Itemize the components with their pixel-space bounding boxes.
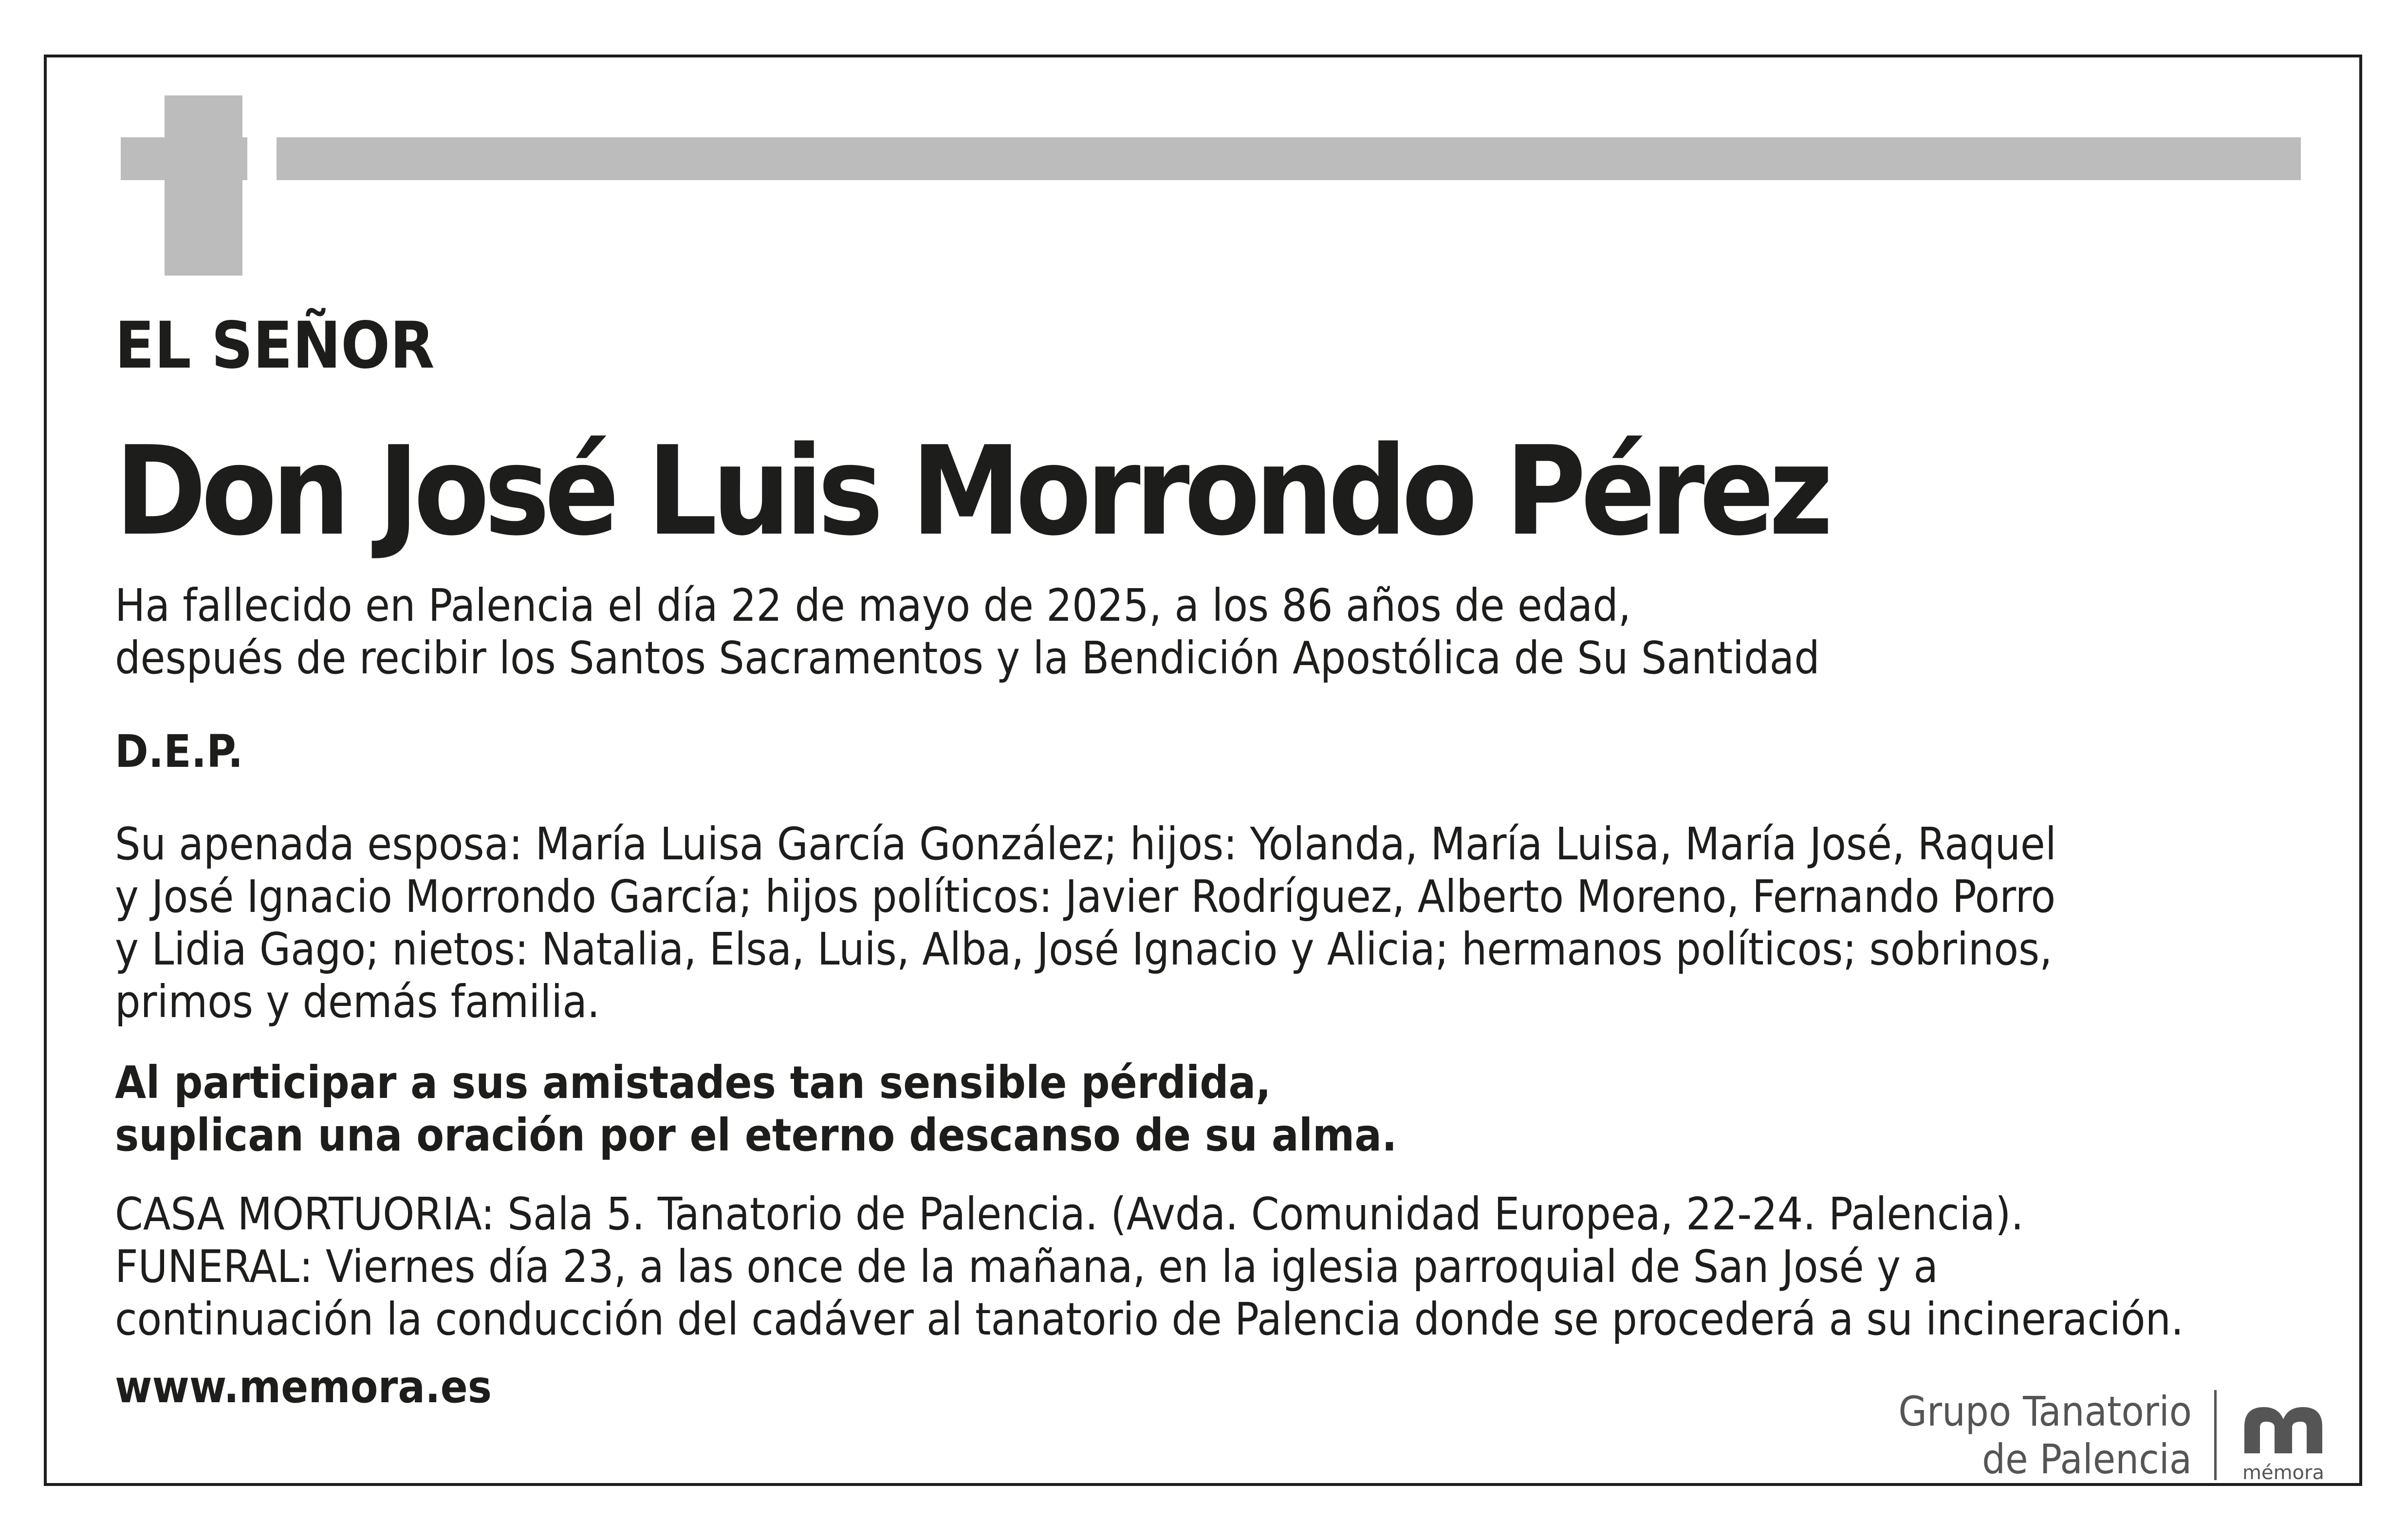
prayer-line: Al participar a sus amistades tan sensible pérdida, xyxy=(115,1057,1271,1109)
family-line: Su apenada esposa: María Luisa García González; hijos: Yolanda, María Luisa, María José, Raquel xyxy=(115,818,2056,870)
memora-m-logo-icon xyxy=(2235,1392,2332,1485)
logo-line1: Grupo Tanatorio xyxy=(1898,1388,2192,1435)
family-line: primos y demás familia. xyxy=(115,976,600,1028)
death-line: después de recibir los Santos Sacramentos y la Bendición Apostólica de Su Santidad xyxy=(115,632,1820,684)
service-line: CASA MORTUORIA: Sala 5. Tanatorio de Palencia. (Avda. Comunidad Europea, 22-24. Palencia). xyxy=(115,1188,2024,1240)
memora-brand-text: mémora xyxy=(2242,1462,2324,1484)
title-el-senor: EL SEÑOR xyxy=(115,308,435,383)
service-paragraph xyxy=(115,1188,2184,1346)
prayer-paragraph xyxy=(115,1057,1397,1162)
death-line: Ha fallecido en Palencia el día 22 de mayo de 2025, a los 86 años de edad, xyxy=(115,579,1631,631)
family-paragraph xyxy=(115,818,2056,1028)
header-bar xyxy=(277,137,2301,180)
logo-line2: de Palencia xyxy=(1982,1435,2192,1483)
website-link[interactable]: www.memora.es xyxy=(115,1361,492,1413)
tanatorio-logo-text xyxy=(1898,1388,2192,1483)
service-line: continuación la conducción del cadáver al tanatorio de Palencia donde se procederá a su incineración. xyxy=(115,1293,2184,1345)
death-paragraph xyxy=(115,579,1820,685)
service-line: FUNERAL: Viernes día 23, a las once de la mañana, en la iglesia parroquial de San José y a xyxy=(115,1241,1938,1293)
family-line: y José Ignacio Morrondo García; hijos políticos: Javier Rodríguez, Alberto Moreno, Fernando Porro xyxy=(115,871,2056,923)
prayer-line: suplican una oración por el eterno descanso de su alma. xyxy=(115,1109,1397,1161)
deceased-name: Don José Luis Morrondo Pérez xyxy=(115,420,1828,563)
cross-arm xyxy=(121,137,247,180)
dep-label: D.E.P. xyxy=(115,725,243,778)
family-line: y Lidia Gago; nietos: Natalia, Elsa, Luis, Alba, José Ignacio y Alicia; hermanos políticos; sobrinos, xyxy=(115,923,2053,975)
logo-divider xyxy=(2214,1390,2217,1480)
cross-icon xyxy=(165,95,242,276)
